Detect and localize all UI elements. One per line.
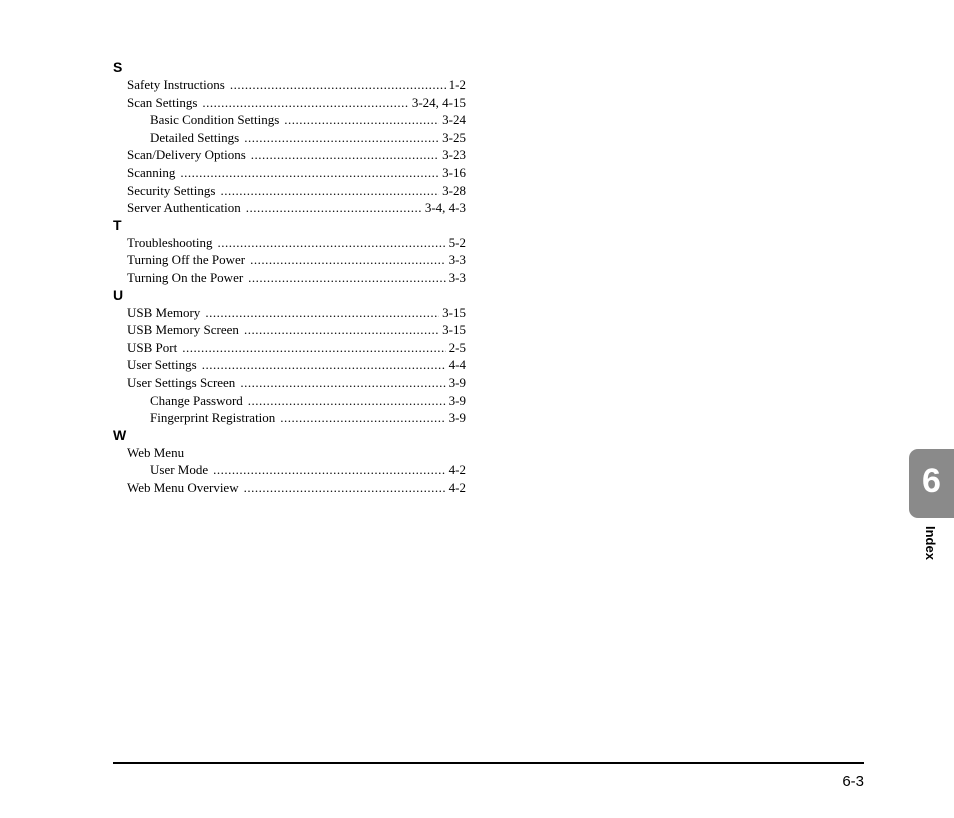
chapter-number: 6 — [922, 462, 941, 500]
index-term: Turning Off the Power — [127, 252, 246, 268]
page-reference: 4-2 — [448, 462, 466, 478]
index-entry — [113, 129, 466, 147]
dot-leader — [284, 111, 439, 129]
index-entry — [113, 199, 466, 217]
page-reference: 3-3 — [448, 269, 466, 285]
page-reference: 3-9 — [448, 410, 466, 426]
dot-leader — [244, 321, 439, 339]
index-term: USB Memory — [127, 304, 201, 320]
index-term: User Settings — [127, 357, 197, 373]
index-term: Scan Settings — [127, 94, 198, 110]
index-entry — [113, 164, 466, 182]
page-reference: 3-23 — [442, 147, 466, 163]
index-entry — [113, 392, 466, 410]
footer-rule — [113, 762, 864, 764]
page-reference: 3-9 — [448, 392, 466, 408]
page-reference: 3-4, 4-3 — [424, 200, 466, 216]
index-column — [113, 59, 466, 496]
dot-leader — [220, 182, 439, 200]
dot-leader — [240, 374, 445, 392]
dot-leader — [280, 409, 445, 427]
dot-leader — [244, 479, 446, 497]
index-term: USB Memory Screen — [127, 322, 239, 338]
index-entry — [113, 356, 466, 374]
page-reference: 3-25 — [442, 129, 466, 145]
page-reference: 4-4 — [448, 357, 466, 373]
index-term: Change Password — [150, 392, 243, 408]
dot-leader — [213, 461, 446, 479]
dot-leader — [248, 269, 445, 287]
dot-leader — [217, 234, 445, 252]
page-reference: 3-9 — [448, 374, 466, 390]
index-entry — [113, 461, 466, 479]
index-term: Basic Condition Settings — [150, 112, 280, 128]
page-reference: 1-2 — [448, 77, 466, 92]
index-entry — [113, 304, 466, 322]
index-term: USB Port — [127, 339, 178, 355]
index-term: User Settings Screen — [127, 374, 236, 390]
index-term: Security Settings — [127, 182, 216, 198]
index-entry — [113, 321, 466, 339]
index-entry — [113, 444, 466, 462]
index-term: Detailed Settings — [150, 129, 240, 145]
index-term: User Mode — [150, 462, 209, 478]
dot-leader — [250, 251, 446, 269]
dot-leader — [244, 129, 439, 147]
page-reference: 3-16 — [442, 164, 466, 180]
section-letter: T — [113, 216, 122, 233]
index-entry — [113, 146, 466, 164]
dot-leader — [205, 304, 439, 322]
dot-leader — [246, 199, 422, 217]
index-term: Scan/Delivery Options — [127, 147, 246, 163]
index-term: Web Menu — [127, 444, 185, 460]
index-term: Web Menu Overview — [127, 479, 239, 495]
index-entry — [113, 374, 466, 392]
page-reference: 3-15 — [442, 322, 466, 338]
dot-leader — [202, 356, 446, 374]
dot-leader — [230, 76, 446, 94]
index-entry — [113, 269, 466, 287]
page-reference: 3-15 — [442, 304, 466, 320]
index-term: Safety Instructions — [127, 77, 225, 92]
page-reference: 5-2 — [448, 234, 466, 250]
index-term: Troubleshooting — [127, 234, 213, 250]
dot-leader — [180, 164, 439, 182]
page-reference: 2-5 — [448, 339, 466, 355]
page-reference: 3-3 — [448, 252, 466, 268]
page-reference: 3-28 — [442, 182, 466, 198]
index-term: Scanning — [127, 164, 176, 180]
index-entry — [113, 94, 466, 112]
section-letter: W — [113, 426, 127, 443]
page-reference: 3-24 — [442, 112, 466, 128]
index-term: Server Authentication — [127, 200, 241, 216]
page-number: 6-3 — [842, 773, 864, 790]
index-term: Fingerprint Registration — [150, 410, 276, 426]
index-entry — [113, 234, 466, 252]
index-entry — [113, 76, 466, 94]
index-entry — [113, 182, 466, 200]
chapter-label: Index — [923, 526, 938, 560]
index-term: Turning On the Power — [127, 269, 244, 285]
index-entry — [113, 409, 466, 427]
page-reference: 4-2 — [448, 479, 466, 495]
section-letter: S — [113, 59, 123, 75]
dot-leader — [182, 339, 445, 357]
dot-leader — [202, 94, 408, 112]
chapter-tab — [909, 449, 954, 518]
index-entry — [113, 111, 466, 129]
index-entry — [113, 339, 466, 357]
index-entry — [113, 479, 466, 497]
dot-leader — [248, 392, 446, 410]
page-reference: 3-24, 4-15 — [411, 94, 466, 110]
index-entry — [113, 251, 466, 269]
dot-leader — [251, 146, 439, 164]
section-letter: U — [113, 286, 124, 303]
